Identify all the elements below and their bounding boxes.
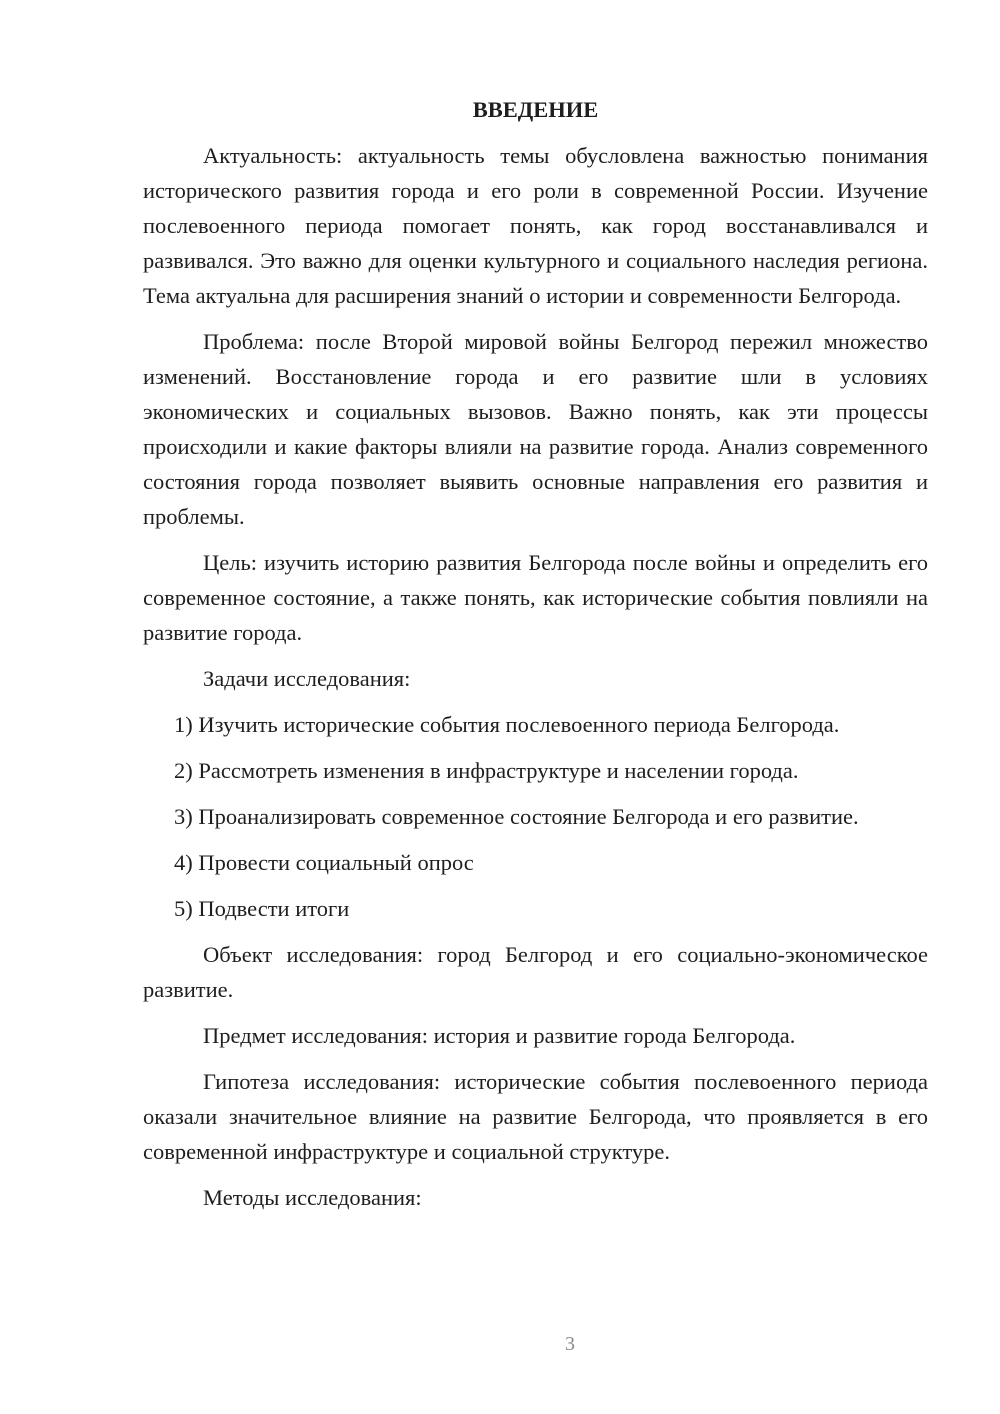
task-item-3: 3) Проанализировать современное состояние Белгорода и его развитие.	[174, 804, 859, 829]
paragraph-hypothesis: Гипотеза исследования: исторические события послевоенного периода оказали значительное влияние на развитие Белгорода, что проявляется в его современной инфраструктуре и социальной структуре.	[143, 1069, 928, 1164]
paragraph-relevance: Актуальность: актуальность темы обусловлена важностью понимания исторического развития города и его роли в современной России. Изучение послевоенного периода помогает понять, как город восстанавливался и развивался. Это важно для оценки культурного и социального наследия региона. Тема актуальна для расширения знаний о истории и современности Белгорода.	[143, 143, 928, 308]
document-page	[143, 95, 928, 1226]
task-item-1: 1) Изучить исторические события послевоенного периода Белгорода.	[174, 712, 840, 737]
tasks-heading: Задачи исследования:	[203, 666, 411, 691]
task-item-2: 2) Рассмотреть изменения в инфраструктуре и населении города.	[174, 758, 799, 783]
paragraph-problem: Проблема: после Второй мировой войны Белгород пережил множество изменений. Восстановление города и его развитие шли в условиях экономических и социальных вызовов. Важно понять, как эти процессы происходили и какие факторы влияли на развитие города. Анализ современного состояния города позволяет выявить основные направления его развития и проблемы.	[143, 329, 928, 529]
task-item-5: 5) Подвести итоги	[174, 896, 350, 921]
paragraph-object: Объект исследования: город Белгород и его социально-экономическое развитие.	[143, 942, 928, 1002]
task-item-4: 4) Провести социальный опрос	[174, 850, 474, 875]
section-title: ВВЕДЕНИЕ	[472, 97, 599, 122]
page-number: 3	[565, 1333, 575, 1355]
paragraph-goal: Цель: изучить историю развития Белгорода после войны и определить его современное состояние, а также понять, как исторические события повлияли на развитие города.	[143, 550, 928, 645]
paragraph-subject: Предмет исследования: история и развитие города Белгорода.	[203, 1023, 796, 1048]
methods-heading: Методы исследования:	[203, 1185, 422, 1210]
